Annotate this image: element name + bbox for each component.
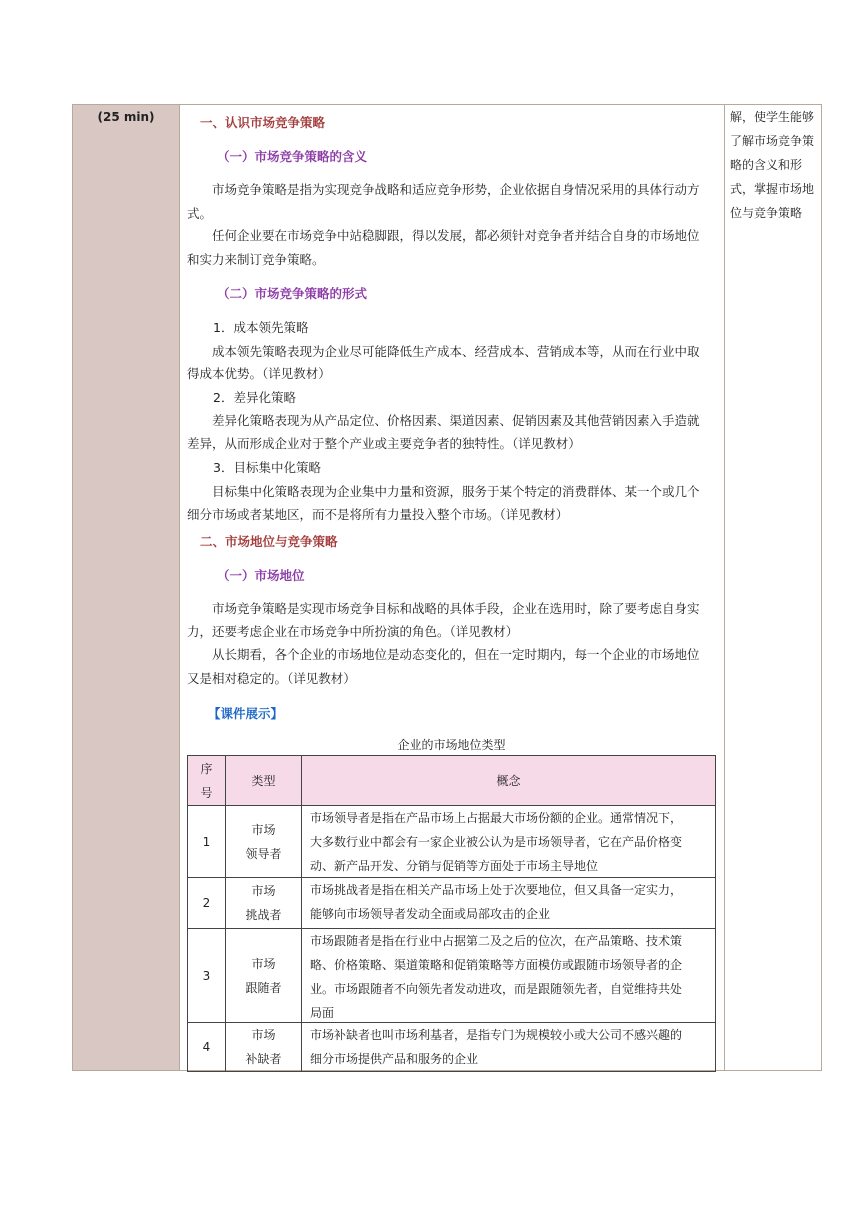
concept-line: 市场跟随者是指在行业中占据第二及之后的位次，在产品策略、技术策 <box>310 934 683 948</box>
concept-line: 动、新产品开发、分销与促销等方面处于市场主导地位 <box>310 859 599 873</box>
concept-line: 市场补缺者也叫市场利基者，是指专门为规模较小或大公司不感兴趣的 <box>310 1028 683 1042</box>
section-1-1-title: （一）市场竞争策略的含义 <box>217 149 368 164</box>
section-1-2-title: （二）市场竞争策略的形式 <box>217 286 368 301</box>
row-type-line-1: 市场 <box>251 1028 276 1042</box>
concept-line: 大多数行业中都会有一家企业被公认为是市场领导者，它在产品价格变 <box>310 835 683 849</box>
section-1-title: 一、认识市场竞争策略 <box>200 115 326 130</box>
item-1-line-2: 得成本优势。（详见教材） <box>187 366 331 381</box>
row-no: 4 <box>188 1023 226 1071</box>
concept-line: 能够向市场领导者发动全面或局部攻击的企业 <box>310 907 551 921</box>
item-3-title: 3．目标集中化策略 <box>213 460 321 475</box>
header-type: 类型 <box>226 756 302 805</box>
row-type-line-2: 挑战者 <box>245 908 282 922</box>
concept-line: 局面 <box>310 1006 335 1020</box>
row-concept <box>302 929 715 1022</box>
concept-line: 市场挑战者是指在相关产品市场上处于次要地位，但又具备一定实力， <box>310 883 683 897</box>
table-caption: 企业的市场地位类型 <box>397 738 506 752</box>
table-row <box>188 1023 715 1071</box>
row-type <box>226 929 302 1022</box>
row-type-line-1: 市场 <box>251 822 276 837</box>
paragraph-3-line-2: 力，还要考虑企业在市场竞争中所扮演的角色。（详见教材） <box>187 624 519 639</box>
item-3-line-2: 细分市场或者某地区，而不是将所有力量投入整个市场。（详见教材） <box>187 507 569 522</box>
table-row <box>188 929 715 1023</box>
item-1-title: 1．成本领先策略 <box>213 320 309 335</box>
item-1-line-1: 成本领先策略表现为企业尽可能降低生产成本、经营成本、营销成本等，从而在行业中取 <box>212 344 700 359</box>
table-header-row <box>188 756 715 806</box>
time-column <box>73 105 180 1070</box>
row-type <box>226 878 302 928</box>
row-concept <box>302 806 715 877</box>
item-2-line-1: 差异化策略表现为从产品定位、价格因素、渠道因素、促销因素及其他营销因素入手造就 <box>212 413 700 428</box>
paragraph-4-line-1: 从长期看，各个企业的市场地位是动态变化的，但在一定时期内，每一个企业的市场地位 <box>212 647 700 662</box>
concept-line: 细分市场提供产品和服务的企业 <box>310 1052 479 1066</box>
section-2-1-title: （一）市场地位 <box>217 568 305 583</box>
objective-note: 解，使学生能够了解市场竞争策略的含义和形式，掌握市场地位与竞争策略 <box>730 110 815 220</box>
header-concept: 概念 <box>496 773 521 788</box>
row-type-line-1: 市场 <box>251 884 276 898</box>
courseware-label: 【课件展示】 <box>208 706 284 721</box>
paragraph-2-line-2: 和实力来制订竞争策略。 <box>187 252 325 267</box>
item-3-line-1: 目标集中化策略表现为企业集中力量和资源，服务于某个特定的消费群体、某一个或几个 <box>212 484 700 499</box>
row-no: 3 <box>188 929 226 1022</box>
duration-label: (25 min) <box>97 110 155 124</box>
paragraph-1-line-1: 市场竞争策略是指为实现竞争战略和适应竞争形势，企业依据自身情况采用的具体行动方 <box>212 182 700 197</box>
row-type <box>226 806 302 877</box>
concept-line: 略、价格策略、渠道策略和促销策略等方面模仿或跟随市场领导者的企 <box>310 958 683 972</box>
table-row <box>188 806 715 878</box>
row-concept <box>302 878 715 928</box>
row-type <box>226 1023 302 1071</box>
row-type-line-2: 领导者 <box>245 846 282 861</box>
item-2-line-2: 差异，从而形成企业对于整个产业或主要竞争者的独特性。（详见教材） <box>187 436 581 451</box>
paragraph-4-line-2: 又是相对稳定的。（详见教材） <box>187 671 356 686</box>
paragraph-3-line-1: 市场竞争策略是实现市场竞争目标和战略的具体手段，企业在选用时，除了要考虑自身实 <box>212 601 700 616</box>
row-type-line-2: 跟随者 <box>245 980 282 995</box>
header-no-line-1: 序 <box>200 761 213 776</box>
header-no-line-2: 号 <box>200 785 213 800</box>
row-no: 2 <box>188 878 226 928</box>
objective-column <box>725 105 821 1070</box>
item-2-title: 2．差异化策略 <box>213 390 296 405</box>
market-position-table <box>187 755 716 1072</box>
concept-line: 市场领导者是指在产品市场上占据最大市场份额的企业。通常情况下， <box>310 811 683 825</box>
paragraph-2-line-1: 任何企业要在市场竞争中站稳脚跟，得以发展，都必须针对竞争者并结合自身的市场地位 <box>212 228 700 243</box>
concept-line: 业。市场跟随者不向领先者发动进攻，而是跟随领先者，自觉维持共处 <box>310 982 683 996</box>
row-concept <box>302 1023 715 1071</box>
header-no <box>188 756 226 805</box>
row-type-line-1: 市场 <box>251 956 276 971</box>
paragraph-1-line-2: 式。 <box>187 206 213 221</box>
row-type-line-2: 补缺者 <box>245 1052 282 1066</box>
section-2-title: 二、市场地位与竞争策略 <box>200 534 338 549</box>
row-no: 1 <box>188 806 226 877</box>
table-row <box>188 878 715 929</box>
